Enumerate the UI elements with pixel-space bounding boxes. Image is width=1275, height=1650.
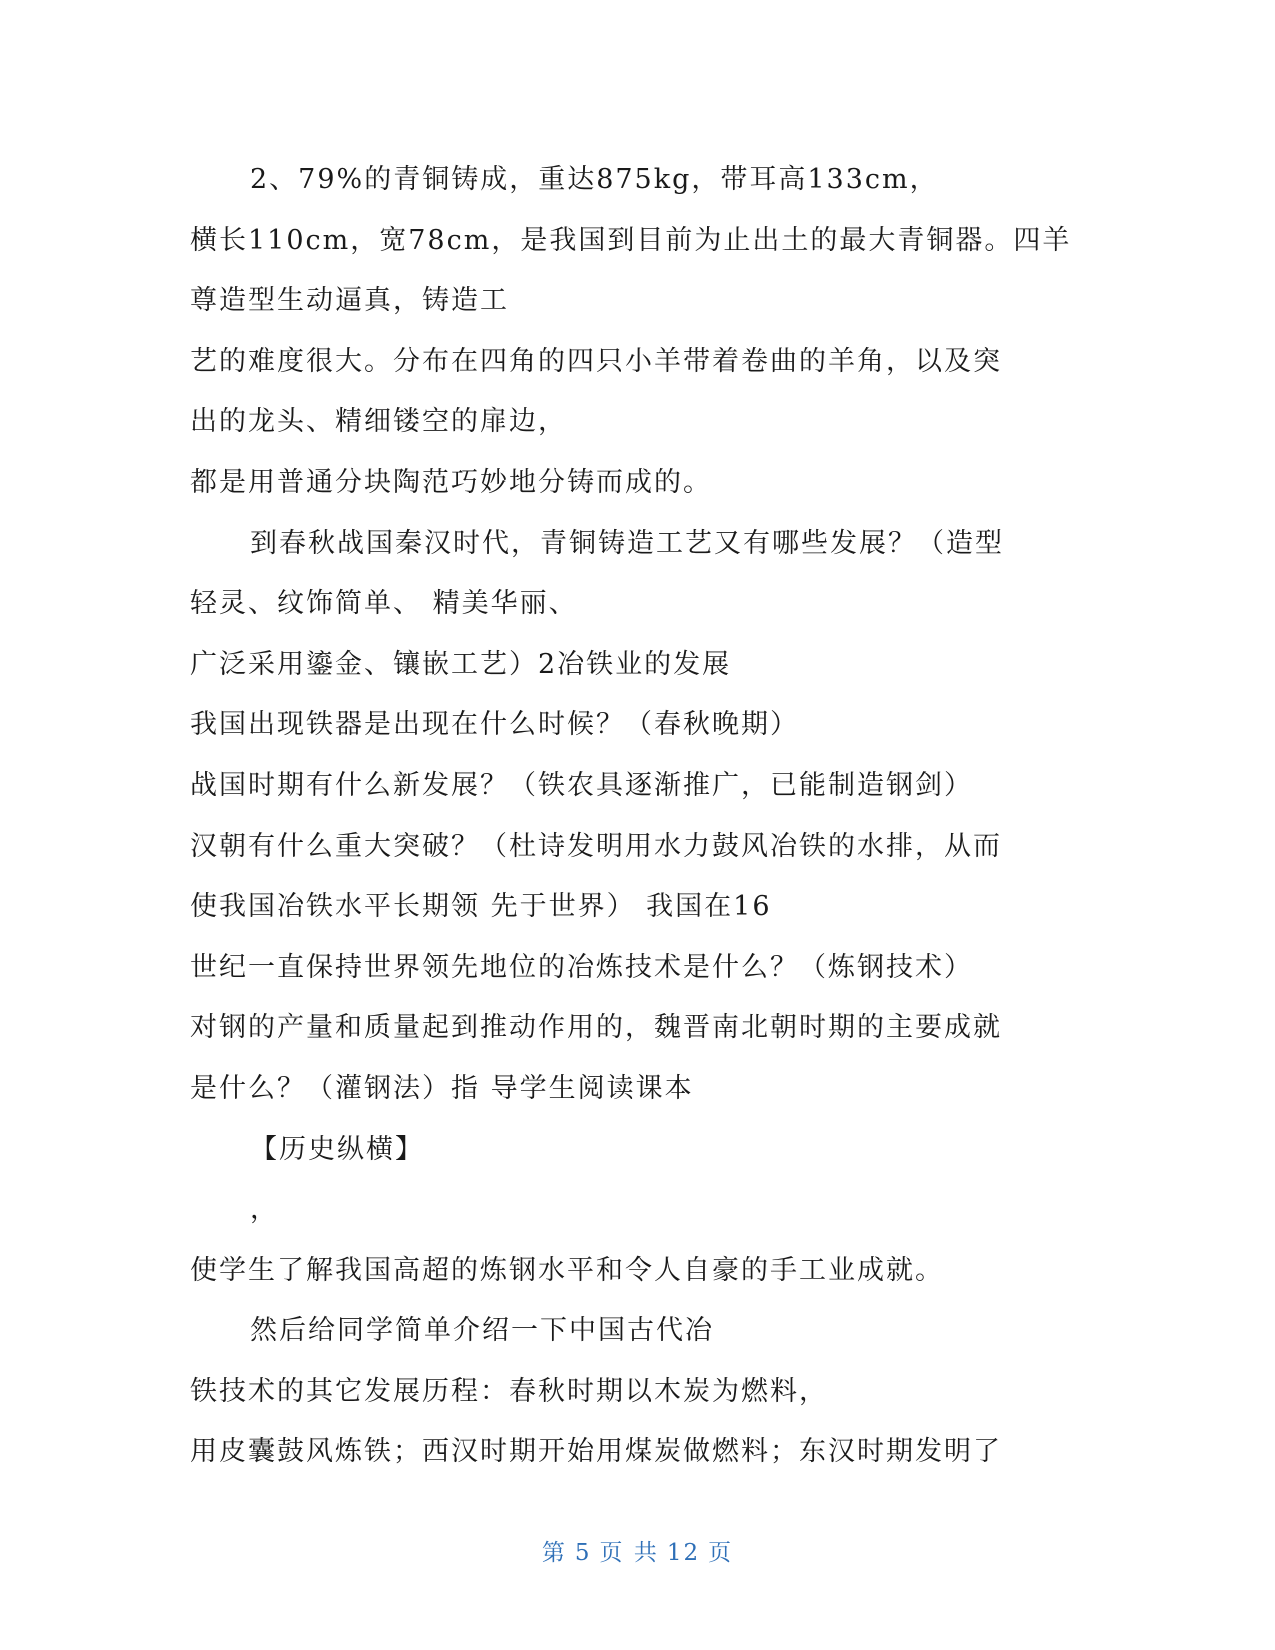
text-line: 对钢的产量和质量起到推动作用的，魏晋南北朝时期的主要成就 [190,1012,1002,1044]
body-text [190,150,1090,1483]
text-line: 都是用普通分块陶范巧妙地分铸而成的。 [190,466,712,498]
text-line: 到春秋战国秦汉时代，青铜铸造工艺又有哪些发展？（造型 [250,527,1004,559]
text-line: 然后给同学简单介绍一下中国古代冶 [250,1315,714,1347]
text-line: 汉朝有什么重大突破？（杜诗发明用水力鼓风冶铁的水排，从而 [190,830,1002,862]
text-line: 横长110cm，宽78cm，是我国到目前为止出土的最大青铜器。四羊 [190,224,1072,256]
footer-total-pages: 12 [666,1540,701,1566]
text-line: 用皮囊鼓风炼铁；西汉时期开始用煤炭做燃料；东汉时期发明了 [190,1436,1002,1468]
text-line: 是什么？（灌钢法）指 导学生阅读课本 [190,1072,694,1104]
page-footer [0,1534,1275,1567]
text-line: 艺的难度很大。分布在四角的四只小羊带着卷曲的羊角，以及突 [190,345,1002,377]
footer-middle: 页 共 [599,1540,659,1566]
footer-suffix: 页 [708,1540,734,1566]
text-line: 战国时期有什么新发展？（铁农具逐渐推广，已能制造钢剑） [190,769,973,801]
text-line: 世纪一直保持世界领先地位的冶炼技术是什么？（炼钢技术） [190,951,973,983]
footer-page-number: 5 [574,1540,592,1566]
text-line: 使学生了解我国高超的炼钢水平和令人自豪的手工业成就。 [190,1254,944,1286]
text-line: 2、79%的青铜铸成，重达875kg，带耳高133cm， [250,164,939,195]
text-line: 使我国冶铁水平长期领 先于世界） 我国在16 [190,891,772,923]
text-line: 我国出现铁器是出现在什么时候？（春秋晚期） [190,709,799,741]
text-line: 铁技术的其它发展历程：春秋时期以木炭为燃料， [190,1375,828,1407]
text-line: 尊造型生动逼真，铸造工 [190,285,509,317]
footer-prefix: 第 [541,1540,567,1566]
text-line: 广泛采用鎏金、镶嵌工艺）2冶铁业的发展 [190,648,732,680]
section-heading: 【历史纵横】 [250,1133,424,1165]
text-line: ， [250,1194,279,1226]
text-line: 出的龙头、精细镂空的扉边， [190,406,567,438]
text-line: 轻灵、纹饰简单、 精美华丽、 [190,588,578,620]
